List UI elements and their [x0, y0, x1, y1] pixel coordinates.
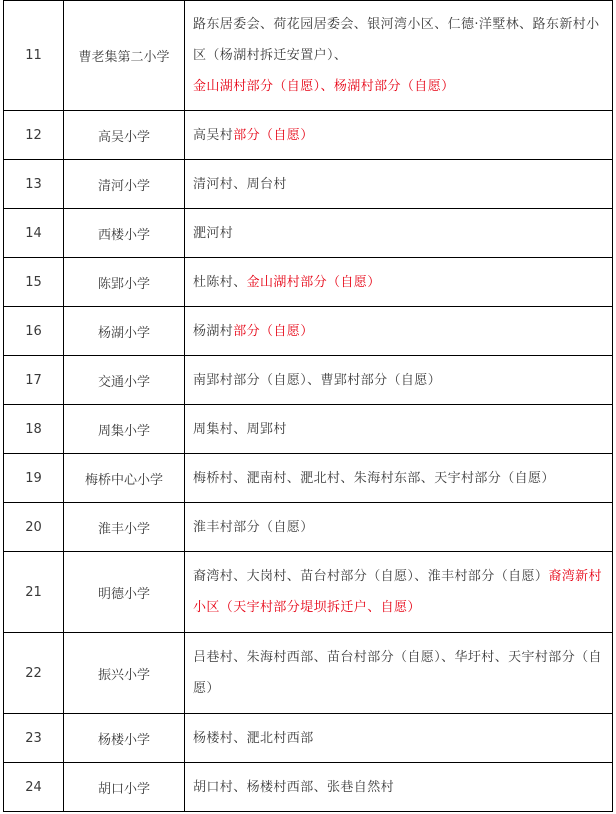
table-row — [4, 160, 613, 209]
school-name: 杨湖小学 — [64, 307, 185, 356]
table-row — [4, 258, 613, 307]
area-segment: 淮丰村部分（自愿） — [193, 519, 314, 535]
table-row — [4, 552, 613, 633]
row-number: 19 — [4, 454, 64, 503]
row-number: 18 — [4, 405, 64, 454]
table-row — [4, 307, 613, 356]
school-name: 胡口小学 — [64, 763, 185, 812]
table-row — [4, 763, 613, 812]
area-segment: 杨湖村 — [193, 323, 234, 339]
row-number: 23 — [4, 714, 64, 763]
school-name: 淮丰小学 — [64, 503, 185, 552]
service-area — [185, 454, 613, 503]
service-area — [185, 111, 613, 160]
service-area — [185, 405, 613, 454]
service-area — [185, 356, 613, 405]
area-segment: 杨楼村、淝北村西部 — [193, 730, 314, 746]
area-segment: 淝河村 — [193, 225, 234, 241]
school-name: 西楼小学 — [64, 209, 185, 258]
area-segment: 杜陈村、 — [193, 274, 247, 290]
area-segment-voluntary: 裔湾新村小区（天宇村部分堤坝拆迁户、自愿） — [193, 569, 602, 615]
school-name: 高吴小学 — [64, 111, 185, 160]
table-row — [4, 1, 613, 111]
area-segment-voluntary: 金山湖村部分（自愿）、杨湖村部分（自愿） — [193, 79, 455, 94]
school-name: 清河小学 — [64, 160, 185, 209]
area-segment: 胡口村、杨楼村西部、张巷自然村 — [193, 779, 395, 795]
school-name: 梅桥中心小学 — [64, 454, 185, 503]
table-row — [4, 405, 613, 454]
service-area — [185, 714, 613, 763]
table-row — [4, 714, 613, 763]
table-row — [4, 111, 613, 160]
area-segment: 吕巷村、朱海村西部、苗台村部分（自愿）、华圩村、天宇村部分（自愿） — [193, 650, 602, 696]
area-segment-voluntary: 金山湖村部分（自愿） — [246, 274, 381, 290]
school-name: 杨楼小学 — [64, 714, 185, 763]
area-segment: 南郢村部分（自愿）、曹郢村部分（自愿） — [193, 372, 442, 388]
table-body — [4, 1, 613, 812]
service-area — [185, 503, 613, 552]
area-segment: 路东居委会、荷花园居委会、银河湾小区、仁德·洋墅林、路东新村小区（杨湖村拆迁安置户）、 — [193, 17, 600, 63]
service-area — [185, 258, 613, 307]
area-segment: 裔湾村、大岗村、苗台村部分（自愿）、淮丰村部分（自愿） — [193, 569, 549, 584]
service-area — [185, 633, 613, 714]
service-area — [185, 307, 613, 356]
area-segment: 高吴村 — [193, 127, 234, 143]
area-segment-voluntary: 部分（自愿） — [233, 323, 314, 339]
row-number: 12 — [4, 111, 64, 160]
table-row — [4, 209, 613, 258]
row-number: 16 — [4, 307, 64, 356]
area-segment-voluntary: 部分（自愿） — [233, 127, 314, 143]
service-area — [185, 160, 613, 209]
service-area — [185, 552, 613, 633]
table-row — [4, 356, 613, 405]
row-number: 17 — [4, 356, 64, 405]
table-row — [4, 503, 613, 552]
row-number: 24 — [4, 763, 64, 812]
table-row — [4, 633, 613, 714]
table-row — [4, 454, 613, 503]
school-district-table — [3, 0, 613, 812]
row-number: 13 — [4, 160, 64, 209]
row-number: 14 — [4, 209, 64, 258]
school-name: 陈郢小学 — [64, 258, 185, 307]
row-number: 22 — [4, 633, 64, 714]
row-number: 11 — [4, 1, 64, 111]
row-number: 21 — [4, 552, 64, 633]
row-number: 15 — [4, 258, 64, 307]
area-segment: 周集村、周郢村 — [193, 421, 287, 437]
area-segment: 梅桥村、淝南村、淝北村、朱海村东部、天宇村部分（自愿） — [193, 470, 555, 486]
service-area — [185, 1, 613, 111]
school-name: 交通小学 — [64, 356, 185, 405]
school-name: 曹老集第二小学 — [64, 1, 185, 111]
school-name: 周集小学 — [64, 405, 185, 454]
row-number: 20 — [4, 503, 64, 552]
area-segment: 清河村、周台村 — [193, 176, 287, 192]
service-area — [185, 209, 613, 258]
school-name: 振兴小学 — [64, 633, 185, 714]
service-area — [185, 763, 613, 812]
school-name: 明德小学 — [64, 552, 185, 633]
